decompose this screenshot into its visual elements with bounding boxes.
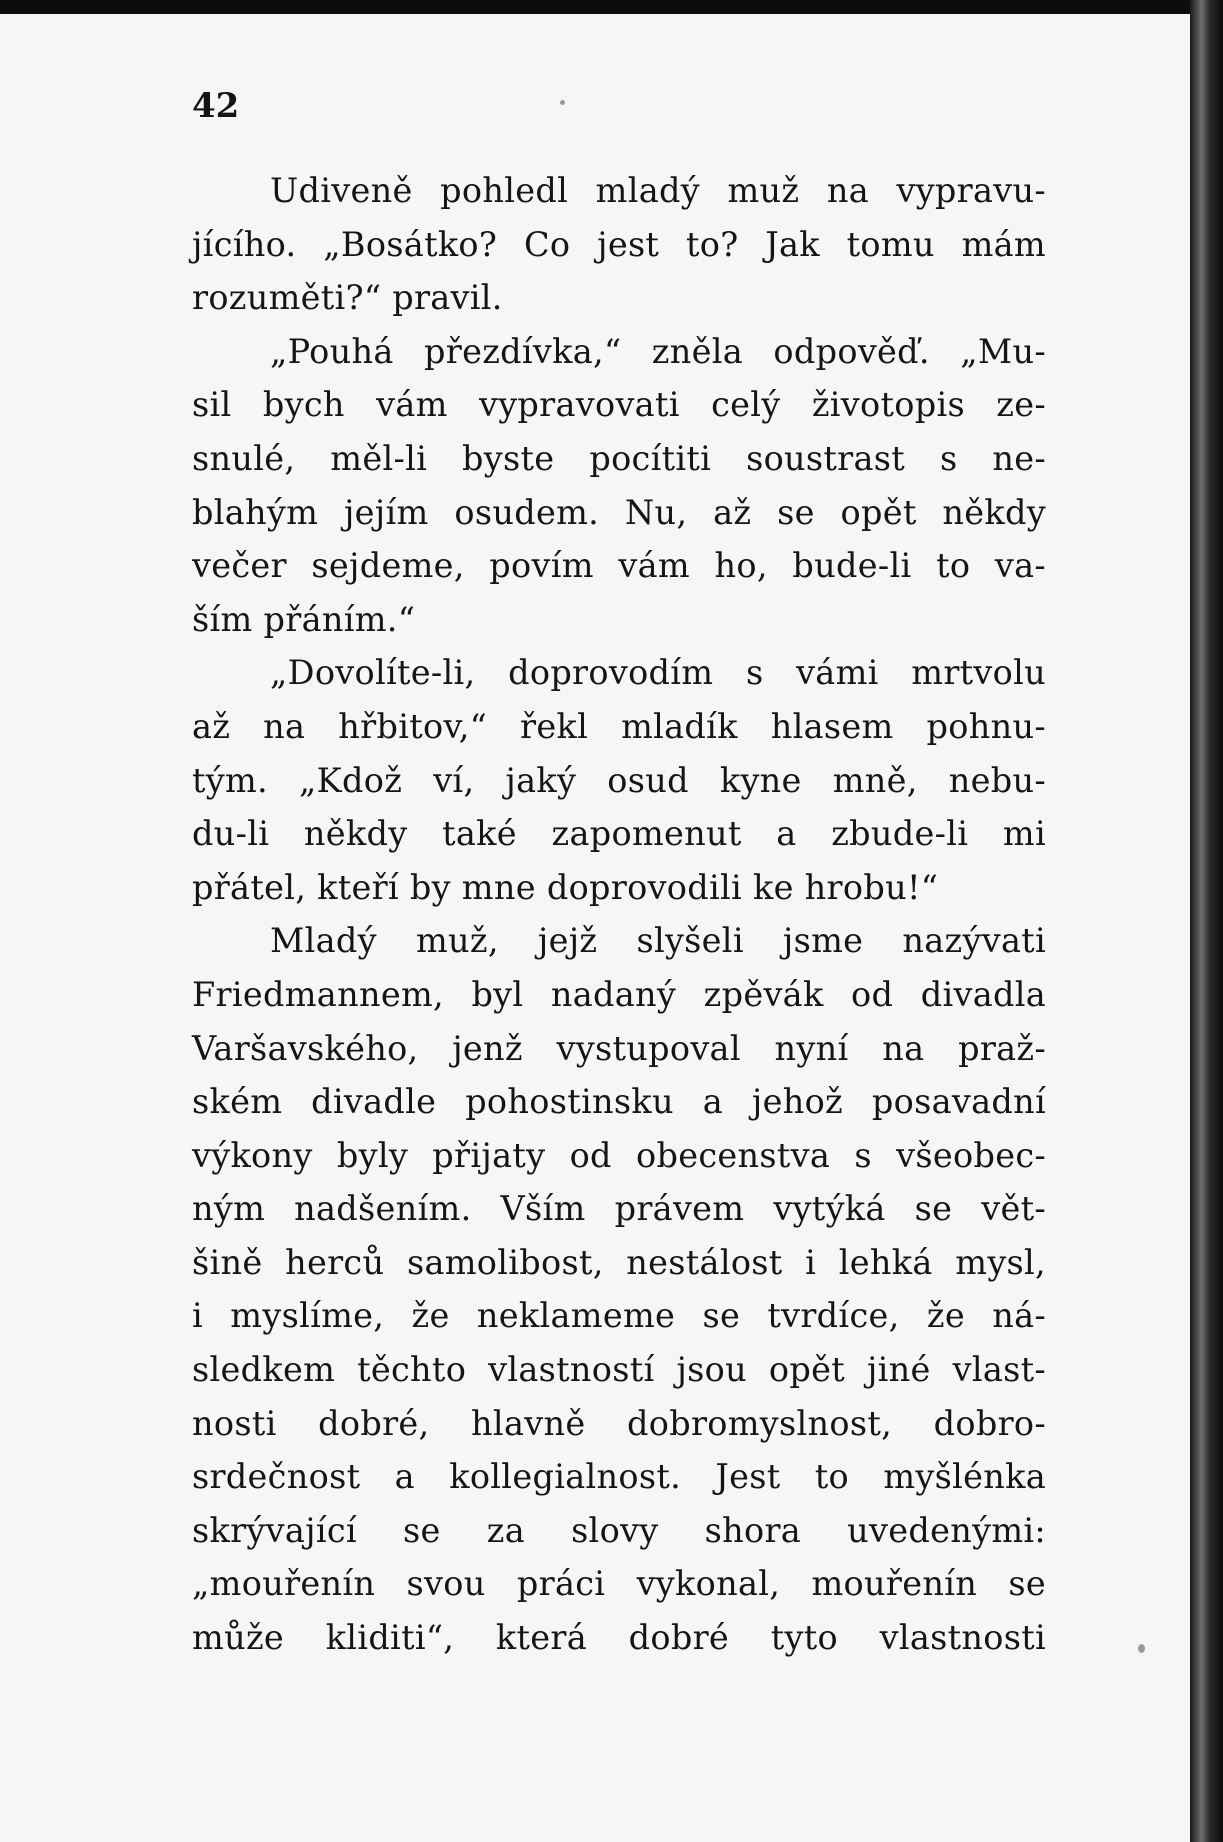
text-line: ském divadle pohostinsku a jehož posavadní xyxy=(192,1082,1046,1122)
text-line: ším přáním.“ xyxy=(192,599,416,639)
text-line: Udiveně pohledl mladý muž na vypravu- xyxy=(270,171,1046,210)
body-text xyxy=(192,164,1046,1665)
text-line: může kliditi“, která dobré tyto vlastnosti xyxy=(192,1618,1046,1658)
text-line: ným nadšením. Vším právem vytýká se vět- xyxy=(192,1189,1046,1229)
text-line: výkony byly přijaty od obecenstva s všeobec- xyxy=(192,1135,1046,1175)
text-line: sil bych vám vypravovati celý životopis ze- xyxy=(192,385,1046,425)
page-binding-edge xyxy=(1190,0,1223,1842)
text-line: i myslíme, že neklameme se tvrdíce, že ná- xyxy=(192,1296,1046,1336)
text-line: sledkem těchto vlastností jsou opět jiné vlast- xyxy=(192,1350,1046,1390)
text-line: přátel, kteří by mne doprovodili ke hrobu!“ xyxy=(192,867,939,907)
text-line: blahým jejím osudem. Nu, až se opět někdy xyxy=(192,492,1046,532)
ink-speck xyxy=(560,100,565,105)
text-line: skrývající se za slovy shora uvedenými: xyxy=(192,1510,1046,1550)
text-line: rozuměti?“ pravil. xyxy=(192,278,503,318)
text-line: nosti dobré, hlavně dobromyslnost, dobro- xyxy=(192,1403,1046,1443)
page-number: 42 xyxy=(192,86,240,126)
text-line: Mladý muž, jejž slyšeli jsme nazývati xyxy=(270,921,1046,961)
text-line: až na hřbitov,“ řekl mladík hlasem pohnu- xyxy=(192,706,1046,746)
text-line: srdečnost a kollegialnost. Jest to myšlénka xyxy=(192,1457,1046,1497)
ink-speck xyxy=(1138,1644,1145,1653)
text-line: snulé, měl-li byste pocítiti soustrast s ne- xyxy=(192,438,1046,478)
text-line: Friedmannem, byl nadaný zpěvák od divadla xyxy=(192,974,1046,1014)
text-line: tým. „Kdož ví, jaký osud kyne mně, nebu- xyxy=(192,760,1046,800)
text-line: „mouřenín svou práci vykonal, mouřenín se xyxy=(192,1564,1046,1604)
text-line: Varšavského, jenž vystupoval nyní na praž- xyxy=(192,1028,1046,1068)
text-line: „Dovolíte-li, doprovodím s vámi mrtvolu xyxy=(270,653,1046,693)
text-line: du-li někdy také zapomenut a zbude-li mi xyxy=(192,814,1046,854)
text-line: jícího. „Bosátko? Co jest to? Jak tomu mám xyxy=(192,224,1046,264)
text-line: večer sejdeme, povím vám ho, bude-li to va- xyxy=(192,546,1046,586)
text-line: šině herců samolibost, nestálost i lehká mysl, xyxy=(192,1242,1046,1282)
text-line: „Pouhá přezdívka,“ zněla odpověď. „Mu- xyxy=(270,331,1046,371)
